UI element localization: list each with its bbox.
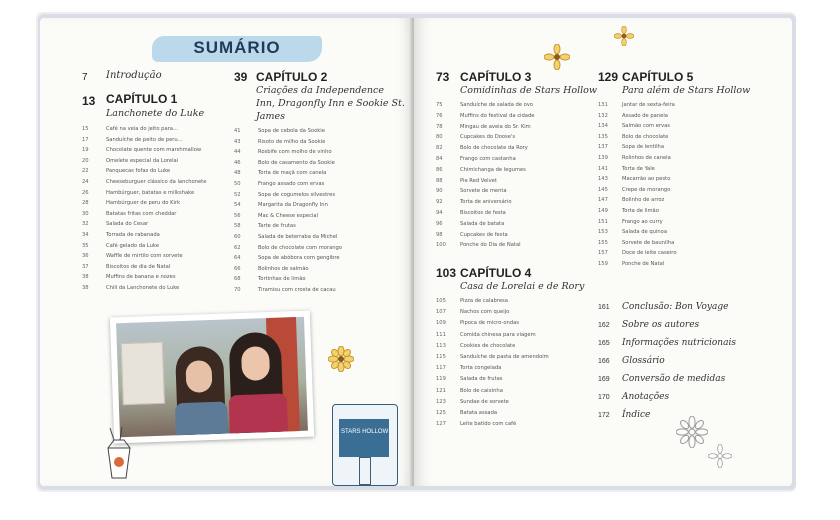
toc-entry-title: Omelete especial da Lorelai xyxy=(106,157,179,164)
toc-entry-title: Chimichanga de legumes xyxy=(460,166,526,173)
toc-entry xyxy=(234,266,309,272)
toc-entry-page-number: 20 xyxy=(82,157,89,164)
toc-entry-page-number: 76 xyxy=(436,112,443,119)
toc-entry-page-number: 115 xyxy=(436,354,446,360)
toc-entry-page-number: 70 xyxy=(234,287,241,293)
toc-entry xyxy=(234,276,306,282)
toc-entry-page-number: 153 xyxy=(598,229,608,236)
backmatter-entry xyxy=(598,338,736,348)
toc-entry-title: Assado de panela xyxy=(622,112,668,119)
toc-entry-title: Torrada de rabanada xyxy=(106,232,160,238)
photo-person-face-2 xyxy=(241,346,270,381)
toc-entry xyxy=(82,211,176,217)
toc-entry xyxy=(82,200,180,206)
toc-entry xyxy=(234,245,342,251)
chapter1-page-number: 13 xyxy=(82,94,96,108)
toc-entry-page-number: 34 xyxy=(82,232,89,238)
toc-entry-title: Nachos com queijo xyxy=(460,309,510,316)
toc-entry-page-number: 19 xyxy=(82,147,89,154)
toc-entry xyxy=(234,202,328,208)
toc-entry xyxy=(598,208,659,214)
toc-entry xyxy=(436,298,508,304)
toc-entry-title: Sanduíche de salada de ovo xyxy=(460,102,534,108)
toc-entry-page-number: 107 xyxy=(436,309,446,316)
toc-entry-page-number: 36 xyxy=(82,253,89,260)
toc-entry-page-number: 30 xyxy=(82,210,89,217)
toc-entry-page-number: 80 xyxy=(436,134,443,141)
toc-entry-page-number: 113 xyxy=(436,342,446,349)
toc-entry xyxy=(436,343,515,349)
toc-entry xyxy=(234,170,326,176)
toc-entry-title: Cookies de chocolate xyxy=(460,342,516,349)
toc-entry-page-number: 35 xyxy=(82,242,89,249)
chapter3-label: CAPÍTULO 3 xyxy=(460,70,532,84)
backmatter-entry-page-number: 172 xyxy=(598,412,610,419)
toc-entry-page-number: 56 xyxy=(234,212,241,219)
toc-entry xyxy=(598,102,675,108)
right-page xyxy=(414,18,792,486)
toc-entry-page-number: 135 xyxy=(598,133,608,140)
backmatter-entry-title: Índice xyxy=(622,410,651,420)
toc-entry-page-number: 26 xyxy=(82,189,89,196)
toc-entry-page-number: 48 xyxy=(234,170,241,177)
flower-outline-icon xyxy=(676,416,708,448)
toc-entry-title: Chili da Lanchonete do Luke xyxy=(106,285,180,291)
page-title: SUMÁRIO xyxy=(193,38,281,57)
toc-entry xyxy=(598,166,655,172)
toc-entry-page-number: 28 xyxy=(82,200,89,207)
toc-entry xyxy=(234,181,324,187)
toc-entry-title: Crepe de morango xyxy=(622,186,671,193)
toc-entry xyxy=(598,187,670,193)
toc-entry xyxy=(436,332,536,338)
toc-entry xyxy=(598,229,667,235)
toc-entry-page-number: 141 xyxy=(598,165,608,172)
chapter5-subtitle: Para além de Stars Hollow xyxy=(622,85,751,96)
backmatter-entry-page-number: 165 xyxy=(598,340,610,347)
toc-entry-title: Torta congelada xyxy=(460,365,502,372)
toc-entry-page-number: 147 xyxy=(598,197,608,204)
toc-entry xyxy=(436,113,534,119)
flower-outline-icon xyxy=(708,444,732,468)
toc-entry-title: Bolo de casamento da Sookie xyxy=(258,159,335,166)
toc-entry xyxy=(436,421,516,427)
toc-entry xyxy=(598,176,670,182)
toc-entry xyxy=(598,261,664,267)
toc-entry-page-number: 82 xyxy=(436,145,443,152)
toc-entry xyxy=(436,167,526,173)
toc-entry xyxy=(598,250,677,256)
toc-entry-title: Sorvete de baunilha xyxy=(622,239,675,246)
toc-entry-title: Bolinho de arroz xyxy=(622,197,665,204)
toc-entry-title: Bolinhos de salmão xyxy=(258,265,309,272)
chapter2-subtitle: Criações da Independence Inn, Dragonfly Inn e Sookie St. James xyxy=(256,85,405,122)
backmatter-entry-page-number: 166 xyxy=(598,358,610,365)
toc-entry-page-number: 43 xyxy=(234,138,241,145)
toc-entry-title: Salada de batata xyxy=(460,220,505,227)
toc-entry-title: Waffle de mirtilo com sorvete xyxy=(106,253,183,260)
toc-entry-title: Tiramisu com crosta de cacau xyxy=(258,287,336,293)
backmatter-entry-title: Conclusão: Bon Voyage xyxy=(622,302,729,312)
toc-entry xyxy=(82,168,170,174)
toc-entry xyxy=(436,399,509,405)
toc-entry-page-number: 50 xyxy=(234,181,241,187)
toc-entry-page-number: 109 xyxy=(436,320,446,327)
toc-entry xyxy=(598,155,671,161)
toc-entry xyxy=(436,210,506,216)
chapter1-label: CAPÍTULO 1 xyxy=(106,92,178,106)
backmatter-entry xyxy=(598,410,650,420)
toc-entry-page-number: 145 xyxy=(598,186,608,193)
toc-entry-page-number: 105 xyxy=(436,298,446,304)
toc-entry-title: Panquecas fofas do Luke xyxy=(106,168,171,175)
toc-entry-title: Batatas fritas com cheddar xyxy=(106,210,177,217)
toc-entry-title: Risoto de milho da Sookie xyxy=(258,138,326,145)
takeout-box-icon xyxy=(102,426,136,482)
toc-entry-page-number: 37 xyxy=(82,263,89,270)
toc-entry-title: Macarrão ao pesto xyxy=(622,176,671,183)
toc-entry-page-number: 60 xyxy=(234,234,241,240)
photo-house xyxy=(121,342,165,405)
toc-entry-title: Comida chinesa para viagem xyxy=(460,331,536,338)
toc-entry-title: Pie Red Velvet xyxy=(460,177,497,184)
toc-entry-title: Sorvete de menta xyxy=(460,188,507,195)
toc-entry xyxy=(436,320,519,326)
backmatter-entry-page-number: 162 xyxy=(598,322,610,329)
toc-entry-title: Tortinhas de limão xyxy=(258,276,306,283)
chapter4-subtitle: Casa de Lorelai e de Rory xyxy=(460,281,585,292)
toc-entry xyxy=(436,102,533,108)
flower-icon xyxy=(328,346,354,372)
toc-entry xyxy=(234,255,340,261)
toc-entry xyxy=(234,287,336,293)
toc-entry xyxy=(82,126,178,132)
toc-entry-title: Bolo de chocolate da Rory xyxy=(460,145,528,152)
toc-entry-title: Bolo de chocolate com morango xyxy=(258,244,342,251)
toc-entry-title: Hambúrguer de peru do Kirk xyxy=(106,200,181,207)
backmatter-entry xyxy=(598,374,725,384)
stars-hollow-sign xyxy=(332,404,398,486)
toc-entry-title: Sanduíche de peito de peru... xyxy=(106,136,183,143)
backmatter-entry xyxy=(598,320,699,330)
toc-entry-page-number: 155 xyxy=(598,239,608,246)
toc-entry xyxy=(82,147,201,153)
toc-entry xyxy=(598,219,663,225)
chapter5-label: CAPÍTULO 5 xyxy=(622,70,694,84)
toc-entry-page-number: 134 xyxy=(598,123,608,130)
toc-entry xyxy=(82,274,176,280)
toc-entry-page-number: 86 xyxy=(436,166,443,173)
toc-entry-page-number: 38 xyxy=(82,285,89,291)
toc-entry-title: Pipoca de micro-ondas xyxy=(460,320,519,327)
toc-entry xyxy=(436,156,516,162)
flower-icon xyxy=(544,44,570,70)
toc-entry-title: Frango ao curry xyxy=(622,218,663,225)
toc-entry-title: Sopa de cogumelos silvestres xyxy=(258,191,336,198)
toc-entry-title: Hambúrguer, batatas e milkshake xyxy=(106,189,195,196)
toc-entry xyxy=(234,128,325,134)
toc-entry-title: Chocolate quente com marshmallow xyxy=(106,147,202,154)
toc-entry-title: Torta de aniversário xyxy=(460,199,512,206)
toc-entry-page-number: 92 xyxy=(436,199,443,206)
toc-entry-title: Sopa de cebola da Sookie xyxy=(258,128,325,134)
toc-entry-page-number: 46 xyxy=(234,159,241,166)
toc-entry-title: Doce de leite caseiro xyxy=(622,250,677,257)
backmatter-entry-title: Anotações xyxy=(622,392,670,402)
toc-entry xyxy=(436,145,528,151)
toc-entry xyxy=(436,242,521,248)
flower-icon xyxy=(614,26,634,46)
toc-entry-title: Mac & Cheese especial xyxy=(258,212,318,219)
backmatter-entry xyxy=(598,392,669,402)
backmatter-entry xyxy=(598,302,728,312)
toc-entry xyxy=(82,253,183,259)
toc-entry-title: Torta de Yale xyxy=(622,165,655,172)
chapter4-label: CAPÍTULO 4 xyxy=(460,266,532,280)
photo-polaroid xyxy=(110,311,314,444)
toc-entry xyxy=(82,158,178,164)
toc-entry-title: Salmão com ervas xyxy=(622,123,670,130)
toc-entry-page-number: 64 xyxy=(234,255,241,262)
toc-entry xyxy=(234,160,335,166)
toc-entry-page-number: 78 xyxy=(436,123,443,130)
toc-entry-title: Pizza de calabresa xyxy=(460,298,508,304)
toc-entry-title: Biscoitos de festa xyxy=(460,210,506,216)
toc-entry xyxy=(436,124,531,130)
photo-person-shirt-2 xyxy=(229,393,288,433)
toc-entry xyxy=(234,149,332,155)
toc-entry xyxy=(436,221,504,227)
backmatter-entry-page-number: 169 xyxy=(598,376,610,383)
toc-entry-page-number: 15 xyxy=(82,126,89,132)
chapter4-page-number: 103 xyxy=(436,266,457,280)
toc-entry xyxy=(234,192,335,198)
photo-image xyxy=(116,317,308,437)
toc-entry-page-number: 94 xyxy=(436,210,443,216)
toc-entry-title: Café gelado da Luke xyxy=(106,242,159,249)
toc-entry xyxy=(82,179,206,185)
toc-entry xyxy=(598,144,664,150)
toc-entry-title: Jantar de sexta-feira xyxy=(622,102,675,108)
toc-entry-page-number: 131 xyxy=(598,102,608,108)
toc-entry xyxy=(82,264,170,270)
chapter1-subtitle: Lanchonete do Luke xyxy=(106,108,205,119)
toc-entry-page-number: 44 xyxy=(234,149,241,156)
toc-entry-page-number: 41 xyxy=(234,128,241,134)
toc-entry xyxy=(82,190,194,196)
toc-entry xyxy=(436,388,503,394)
backmatter-entry-title: Glossário xyxy=(622,356,665,366)
toc-entry-page-number: 84 xyxy=(436,156,443,162)
toc-entry-title: Salada de quinoa xyxy=(622,229,668,236)
toc-entry-title: Salada de beterraba da Michel xyxy=(258,234,338,240)
toc-entry xyxy=(234,139,325,145)
toc-entry-page-number: 54 xyxy=(234,202,241,209)
backmatter-entry-title: Conversão de medidas xyxy=(622,374,726,384)
toc-entry-title: Bolo de chocolate xyxy=(622,133,669,140)
toc-entry-title: Café na veia do jeito para... xyxy=(106,126,178,132)
toc-entry-page-number: 123 xyxy=(436,398,446,405)
toc-entry-page-number: 127 xyxy=(436,421,446,428)
toc-entry-title: Cheeseburguer clássico da lanchonete xyxy=(106,179,207,185)
toc-entry-page-number: 151 xyxy=(598,218,608,225)
toc-entry-page-number: 111 xyxy=(436,331,446,338)
toc-entry xyxy=(436,199,512,205)
sign-post xyxy=(359,457,371,485)
chapter2-page-number: 39 xyxy=(234,70,248,84)
toc-entry xyxy=(436,376,503,382)
sign-panel xyxy=(339,419,389,457)
toc-entry xyxy=(436,134,515,140)
toc-entry xyxy=(234,223,296,229)
toc-entry-page-number: 100 xyxy=(436,242,446,249)
toc-entry-page-number: 58 xyxy=(234,223,241,230)
toc-entry-title: Rolinhos de canela xyxy=(622,155,671,161)
toc-entry-title: Tarte de frutas xyxy=(258,223,296,230)
toc-entry-title: Margarita da Dragonfly Inn xyxy=(258,202,328,209)
toc-entry xyxy=(234,234,337,240)
toc-entry-title: Sanduíche de pasta de amendoim xyxy=(460,354,549,360)
toc-entry-title: Sundae de sorvete xyxy=(460,398,509,405)
toc-entry xyxy=(82,221,148,227)
left-page xyxy=(40,18,414,486)
toc-entry-title: Leite batido com café xyxy=(460,421,517,428)
toc-entry xyxy=(82,285,179,291)
backmatter-entry-title: Informações nutricionais xyxy=(622,338,736,348)
toc-entry xyxy=(436,232,508,238)
toc-entry-page-number: 68 xyxy=(234,276,241,283)
toc-entry xyxy=(436,188,507,194)
backmatter-entry-page-number: 161 xyxy=(598,304,610,311)
toc-entry-page-number: 38 xyxy=(82,274,89,281)
toc-entry-title: Sopa de abóbora com gengibre xyxy=(258,255,340,262)
toc-entry-page-number: 125 xyxy=(436,410,446,416)
toc-entry-title: Cupcakes de festa xyxy=(460,231,508,238)
toc-entry-title: Torta de maçã com canela xyxy=(258,170,327,177)
toc-entry-page-number: 137 xyxy=(598,144,608,151)
toc-entry-title: Bolo de caixinha xyxy=(460,387,503,394)
toc-entry-title: Muffins de banana e nozes xyxy=(106,274,176,281)
toc-entry-title: Ponche do Dia de Natal xyxy=(460,242,521,249)
toc-entry xyxy=(436,309,509,315)
intro-page-number: 7 xyxy=(82,72,88,83)
toc-entry xyxy=(436,365,501,371)
toc-entry-title: Biscoitos de dia de Natal xyxy=(106,263,171,270)
toc-entry xyxy=(436,410,497,416)
chapter3-page-number: 73 xyxy=(436,70,450,84)
toc-entry-title: Batata assada xyxy=(460,410,498,416)
intro-label: Introdução xyxy=(106,70,162,81)
toc-entry-page-number: 157 xyxy=(598,250,608,257)
toc-entry-page-number: 139 xyxy=(598,155,608,161)
toc-entry-page-number: 143 xyxy=(598,176,608,183)
toc-entry-page-number: 132 xyxy=(598,112,608,119)
chapter5-page-number: 129 xyxy=(598,70,619,84)
toc-entry-title: Rosbife com molho de vinho xyxy=(258,149,332,156)
toc-entry xyxy=(598,123,670,129)
toc-entry xyxy=(234,213,318,219)
toc-entry xyxy=(82,232,160,238)
toc-entry-title: Sopa de lentilha xyxy=(622,144,665,151)
toc-entry-page-number: 119 xyxy=(436,376,446,383)
toc-entry-title: Muffins do festival da cidade xyxy=(460,112,535,119)
photo-person-shirt-1 xyxy=(175,401,228,435)
photo-person-face-1 xyxy=(185,360,212,393)
toc-entry-page-number: 98 xyxy=(436,231,443,238)
toc-entry-page-number: 149 xyxy=(598,208,608,214)
toc-entry-page-number: 17 xyxy=(82,136,89,143)
toc-entry xyxy=(82,243,159,249)
toc-entry-page-number: 24 xyxy=(82,179,89,185)
toc-entry xyxy=(436,354,549,360)
chapter3-subtitle: Comidinhas de Stars Hollow xyxy=(460,85,598,96)
toc-entry-title: Frango assado com ervas xyxy=(258,181,325,187)
backmatter-entry-page-number: 170 xyxy=(598,394,610,401)
toc-entry-page-number: 32 xyxy=(82,221,89,228)
toc-entry-page-number: 52 xyxy=(234,191,241,198)
toc-entry-page-number: 90 xyxy=(436,188,443,195)
toc-entry-title: Salada de frutas xyxy=(460,376,503,383)
toc-entry-page-number: 22 xyxy=(82,168,89,175)
toc-entry xyxy=(436,178,497,184)
toc-entry-title: Cupcakes do Doose's xyxy=(460,134,516,141)
toc-entry xyxy=(598,113,668,119)
sign-text: STARS HOLLOW xyxy=(341,429,389,435)
backmatter-entry xyxy=(598,356,665,366)
toc-entry-page-number: 117 xyxy=(436,365,446,372)
toc-entry-page-number: 121 xyxy=(436,387,446,394)
toc-entry-title: Mingau de aveia do Sr. Kim xyxy=(460,123,531,130)
toc-entry xyxy=(598,134,668,140)
toc-entry xyxy=(598,240,674,246)
toc-entry-page-number: 62 xyxy=(234,244,241,251)
toc-entry-page-number: 75 xyxy=(436,102,443,108)
toc-entry-title: Ponche de Natal xyxy=(622,261,665,267)
toc-entry-title: Frango com castanha xyxy=(460,156,516,162)
backmatter-entry-title: Sobre os autores xyxy=(622,320,700,330)
toc-entry-page-number: 159 xyxy=(598,261,608,267)
toc-entry-title: Torta de limão xyxy=(622,208,659,214)
toc-entry xyxy=(82,137,183,143)
toc-entry-page-number: 66 xyxy=(234,265,241,272)
toc-entry-page-number: 96 xyxy=(436,220,443,227)
chapter2-label: CAPÍTULO 2 xyxy=(256,70,328,84)
toc-entry-title: Salada do Cesar xyxy=(106,221,149,228)
toc-entry xyxy=(598,197,664,203)
toc-entry-page-number: 88 xyxy=(436,177,443,184)
